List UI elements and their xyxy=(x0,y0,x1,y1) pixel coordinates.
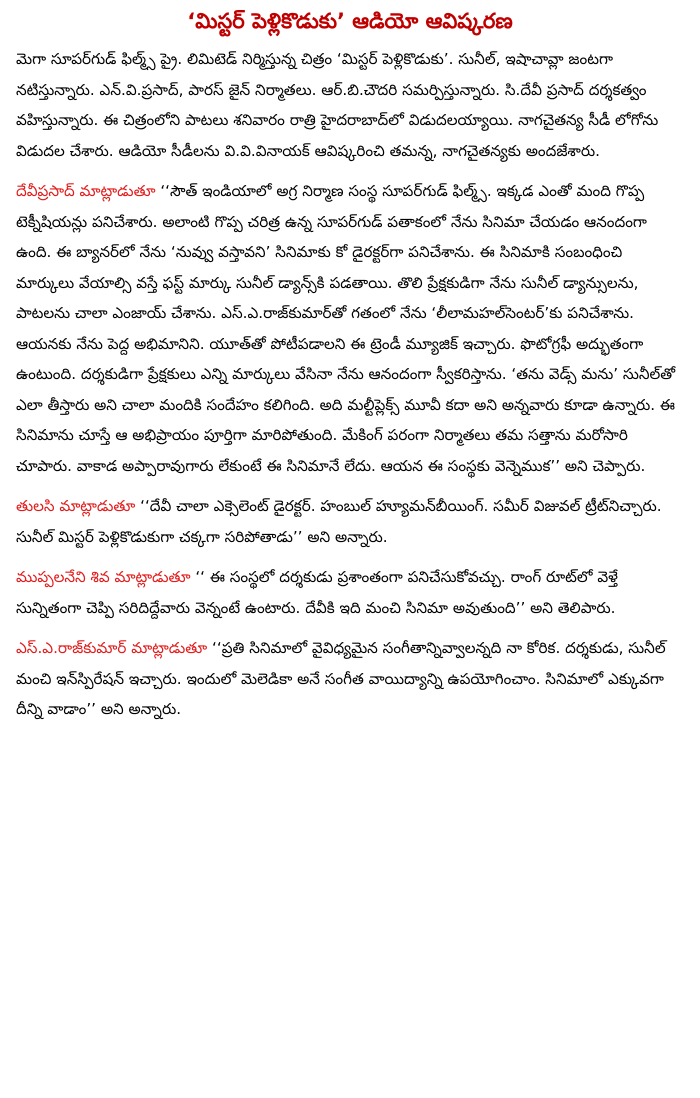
intro-paragraph: మెగా సూపర్‌గుడ్ ఫిల్మ్స్ ప్రై. లిమిటెడ్ నిర్మిస్తున్న చిత్రం ‘మిస్టర్ పెళ్లికొడుకు’. సునీల్, ఇషాచావ్లా జంటగా నటిస్తున్నారు. ఎన్.వి.ప్రసాద్, పారస్ జైన్ నిర్మాతలు. ఆర్.బి.చౌదరి సమర్పిస్తున్నారు. సి.దేవీ ప్రసాద్ దర్శకత్వం వహిస్తున్నారు. ఈ చిత్రంలోని పాటలు శనివారం రాత్రి హైదరాబాద్‌లో విడుదలయ్యాయి. నాగచైతన్య సీడీ లోగోను విడుదల చేశారు. ఆడియో సీడీలను వి.వి.వినాయక్ ఆవిష్కరించి తమన్న, నాగచైతన్యకు అందజేశారు. xyxy=(16,50,659,160)
speech-paragraph-sa-rajkumar xyxy=(16,633,684,725)
speaker-name: ఎస్.ఎ.రాజ్‌కుమార్ మాట్లాడుతూ xyxy=(16,639,208,657)
speaker-name: దేవీప్రసాద్ మాట్లాడుతూ xyxy=(16,182,156,200)
speaker-name: తులసి మాట్లాడుతూ xyxy=(16,497,136,515)
speech-text: ‘‘సౌత్ ఇండియాలో అగ్ర నిర్మాణ సంస్థ సూపర్‌గుడ్ ఫిల్మ్స్. ఇక్కడ ఎంతో మంది గొప్ప టెక్నీషియన్లు పనిచేశారు. అలాంటి గొప్ప చరిత్ర ఉన్న సూపర్‌గుడ్ పతాకంలో నేను సినిమా చేయడం ఆనందంగా ఉంది. ఈ బ్యానర్‌లో నేను ‘నువ్వు వస్తావని’ సినిమాకు కో డైరక్టర్‌గా పనిచేశాను. ఈ సినిమాకి సంబంధించి మార్కులు వేయాల్సి వస్తే ఫస్ట్ మార్కు సునీల్ డ్యాన్స్‌కి పడతాయి. తొలి ప్రేక్షకుడిగా నేను సునీల్ డ్యాన్సులను, పాటలను చాలా ఎంజాయ్ చేశాను. ఎస్.ఎ.రాజ్‌కుమార్‌తో గతంలో నేను ‘లీలామహల్‌సెంటర్’కు పనిచేశాను. ఆయనకు నేను పెద్ద అభిమానిని. యూత్‌తో పోటీపడాలని ఈ ట్రెండీ మ్యూజిక్ ఇచ్చారు. ఫొటోగ్రఫీ అద్భుతంగా ఉంటుంది. దర్శకుడిగా ప్రేక్షకులు ఎన్ని మార్కులు వేసినా నేను ఆనందంగా స్వీకరిస్తాను. ‘తను వెడ్స్ మను’ సునీల్‌తో ఎలా తీస్తారు అని చాలా మందికి సందేహం కలిగింది. అది మల్టీప్లెక్స్ మూవీ కదా అని అన్నవారు కూడా ఉన్నారు. ఈ సినిమాను చూస్తే ఆ అభిప్రాయం పూర్తిగా మారిపోతుంది. మేకింగ్ పరంగా నిర్మాతలు తమ సత్తాను మరోసారి చూపారు. వాకాడ అప్పారావుగారు లేకుంటే ఈ సినిమానే లేదు. ఆయన ఈ సంస్థకు వెన్నెముక’’ అని చెప్పారు. xyxy=(16,182,676,475)
speech-text: ‘‘ప్రతి సినిమాలో వైవిధ్యమైన సంగీతాన్నివ్వాలన్నది నా కోరిక. దర్శకుడు, సునీల్ మంచి ఇన్‌స్పిరేషన్ ఇచ్చారు. ఇందులో మెలెడికా అనే సంగీత వాయిద్యాన్ని ఉపయోగించాం. సినిమాలో ఎక్కువగా దీన్ని వాడాం’’ అని అన్నారు. xyxy=(16,639,666,718)
speech-text: ‘‘ ఈ సంస్థలో దర్శకుడు ప్రశాంతంగా పనిచేసుకోవచ్చు. రాంగ్ రూట్‌లో వెళ్తే సున్నితంగా చెప్పి సరిదిద్దేవారు వెన్నంటే ఉంటారు. దేవీకి ఇది మంచి సినిమా అవుతుంది’’ అని తెలిపారు. xyxy=(16,568,618,617)
speech-text: ‘‘దేవీ చాలా ఎక్సెలెంట్ డైరక్టర్. హంబుల్ హ్యూమన్‌బీయింగ్. సమీర్ విజువల్ ట్రీట్‌నిచ్చారు. సునీల్ మిస్టర్ పెళ్లికొడుకుగా చక్కగా సరిపోతాడు’’ అని అన్నారు. xyxy=(16,497,662,546)
article-headline: ‘మిస్టర్ పెళ్లికొడుకు’ ఆడియో ఆవిష్కరణ xyxy=(187,9,513,33)
speech-paragraph-muppalaneni-siva xyxy=(16,562,684,623)
speaker-name: ముప్పలనేని శివ మాట్లాడుతూ xyxy=(16,568,191,586)
speech-paragraph-devi-prasad xyxy=(16,176,684,481)
speech-paragraph-tulasi xyxy=(16,491,684,552)
